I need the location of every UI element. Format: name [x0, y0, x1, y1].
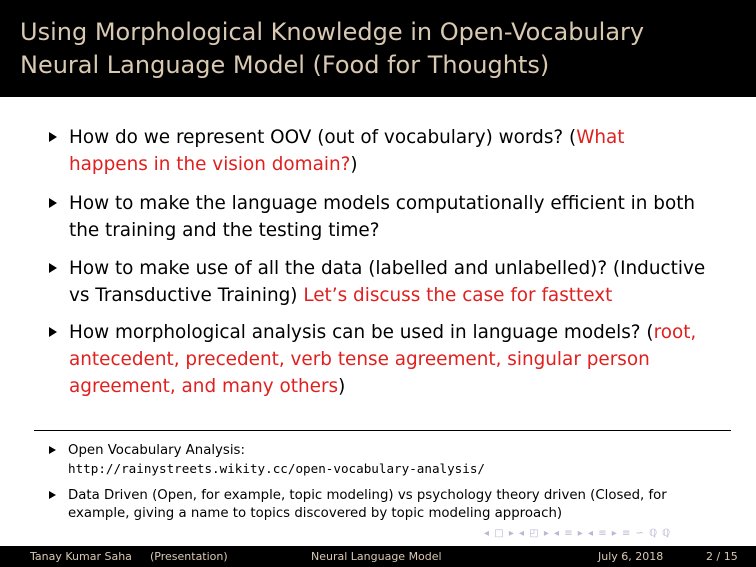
- footnote-text: Data Driven (Open, for example, topic modeling) vs psychology theory driven (Closed, for: [68, 488, 667, 503]
- page-title-line-1: Using Morphological Knowledge in Open-Vocabulary: [20, 18, 645, 46]
- bullet-text: vs Transductive Training): [69, 285, 304, 306]
- bullet-arrow-icon: [49, 132, 57, 142]
- bullet-highlight: What: [576, 127, 625, 148]
- bullet-arrow-icon: [49, 198, 57, 208]
- bullet-highlight: root,: [653, 322, 697, 343]
- bullet-arrow-icon: [49, 327, 57, 337]
- footnote-arrow-icon: [49, 491, 56, 499]
- page-title-line-2: Neural Language Model (Food for Thoughts): [20, 51, 550, 79]
- title-bar: [0, 0, 756, 97]
- footer-page-number: 2 / 15: [706, 550, 738, 563]
- bullet-text: How do we represent OOV (out of vocabulary) words? (: [69, 127, 577, 148]
- footer-date: July 6, 2018: [598, 550, 664, 563]
- footnote-arrow-icon: [49, 446, 56, 454]
- footer-bar: [0, 546, 756, 567]
- bullet-highlight: antecedent, precedent, verb tense agreement, singular person: [69, 349, 650, 370]
- footer-author: Tanay Kumar Saha: [30, 550, 132, 563]
- bullet-highlight: Let’s discuss the case for fasttext: [303, 285, 613, 306]
- bullet-highlight: happens in the vision domain?: [69, 154, 351, 175]
- footnote-link[interactable]: http://rainystreets.wikity.cc/open-vocabulary-analysis/: [68, 461, 486, 476]
- footer-session: (Presentation): [150, 550, 228, 563]
- bullet-text: How to make the language models computationally efficient in both: [69, 193, 696, 214]
- footnote-text: example, giving a name to topics discovered by topic modeling approach): [68, 506, 563, 521]
- bullet-text: ): [350, 154, 358, 175]
- footnote-text: Open Vocabulary Analysis:: [68, 443, 245, 458]
- bullet-text: How morphological analysis can be used in language models? (: [69, 322, 654, 343]
- bullet-text: ): [338, 376, 346, 397]
- bullet-text: How to make use of all the data (labelled and unlabelled)? (Inductive: [69, 258, 706, 279]
- footnote-divider: [34, 430, 731, 431]
- footer-talk-title: Neural Language Model: [311, 550, 442, 563]
- bullet-highlight: agreement, and many others: [69, 376, 339, 397]
- bullet-text: the training and the testing time?: [69, 220, 380, 241]
- beamer-navigation-icons[interactable]: ◂ □ ▸ ◂ ◰ ▸ ◂ ≡ ▸ ◂ ≡ ▸ ≡ ∽ ℚ ℚ: [484, 528, 671, 539]
- bullet-arrow-icon: [49, 263, 57, 273]
